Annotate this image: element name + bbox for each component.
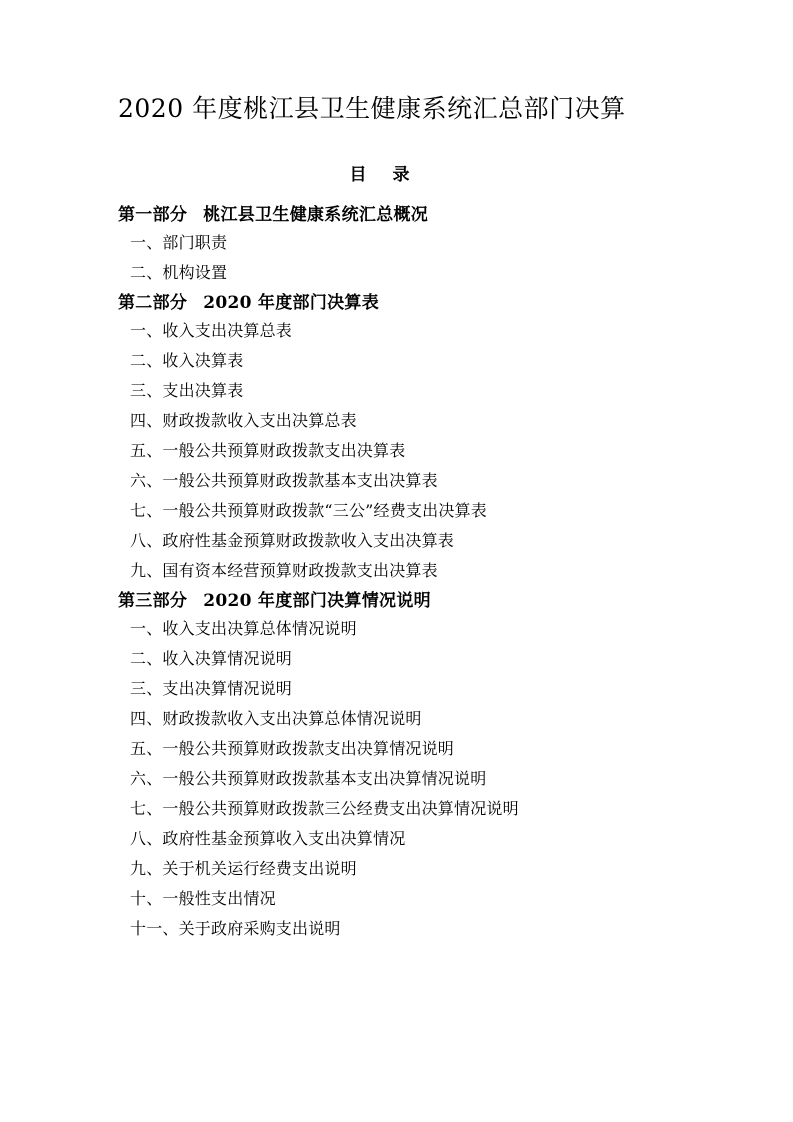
toc-entry[interactable]: 一、收入支出决算总体情况说明 [130, 618, 357, 638]
toc-entry[interactable]: 三、支出决算表 [130, 380, 244, 400]
toc-entry[interactable]: 二、收入决算表 [130, 350, 244, 370]
toc-part-name: 2020 年度部门决算情况说明 [203, 590, 431, 611]
toc-part-name: 2020 年度部门决算表 [203, 292, 380, 313]
toc-part-heading [118, 590, 697, 611]
toc-part-heading [118, 292, 697, 313]
toc-entry[interactable]: 十、一般性支出情况 [130, 888, 276, 908]
toc-entry[interactable]: 二、收入决算情况说明 [130, 648, 293, 668]
toc-entry[interactable]: 六、一般公共预算财政拨款基本支出决算情况说明 [130, 768, 487, 788]
toc-entry[interactable]: 一、收入支出决算总表 [130, 320, 293, 340]
toc-entry[interactable]: 七、一般公共预算财政拨款“三公”经费支出决算表 [130, 500, 487, 520]
toc-entry[interactable]: 六、一般公共预算财政拨款基本支出决算表 [130, 470, 438, 490]
toc-entry[interactable]: 九、关于机关运行经费支出说明 [130, 858, 357, 878]
table-of-contents [118, 204, 697, 938]
toc-part-label: 第二部分 [118, 292, 188, 313]
toc-entry[interactable]: 三、支出决算情况说明 [130, 678, 293, 698]
toc-entry[interactable]: 四、财政拨款收入支出决算总体情况说明 [130, 708, 422, 728]
toc-entry[interactable]: 八、政府性基金预算财政拨款收入支出决算表 [130, 530, 455, 550]
toc-part-label: 第三部分 [118, 590, 188, 611]
toc-entry[interactable]: 八、政府性基金预算收入支出决算情况 [130, 828, 406, 848]
page-title: 2020 年度桃江县卫生健康系统汇总部门决算 [118, 94, 626, 123]
toc-part-heading [118, 204, 697, 225]
toc-entry[interactable]: 九、国有资本经营预算财政拨款支出决算表 [130, 560, 438, 580]
toc-entry[interactable]: 四、财政拨款收入支出决算总表 [130, 410, 357, 430]
toc-entry[interactable]: 五、一般公共预算财政拨款支出决算情况说明 [130, 738, 455, 758]
toc-entry[interactable]: 五、一般公共预算财政拨款支出决算表 [130, 440, 406, 460]
toc-entry[interactable]: 二、机构设置 [130, 262, 228, 282]
toc-part-name: 桃江县卫生健康系统汇总概况 [203, 204, 429, 225]
toc-entry[interactable]: 一、部门职责 [130, 232, 228, 252]
toc-entry[interactable]: 十一、关于政府采购支出说明 [130, 918, 341, 938]
toc-heading: 目 录 [349, 164, 420, 185]
toc-part-label: 第一部分 [118, 204, 188, 225]
toc-entry[interactable]: 七、一般公共预算财政拨款三公经费支出决算情况说明 [130, 798, 519, 818]
